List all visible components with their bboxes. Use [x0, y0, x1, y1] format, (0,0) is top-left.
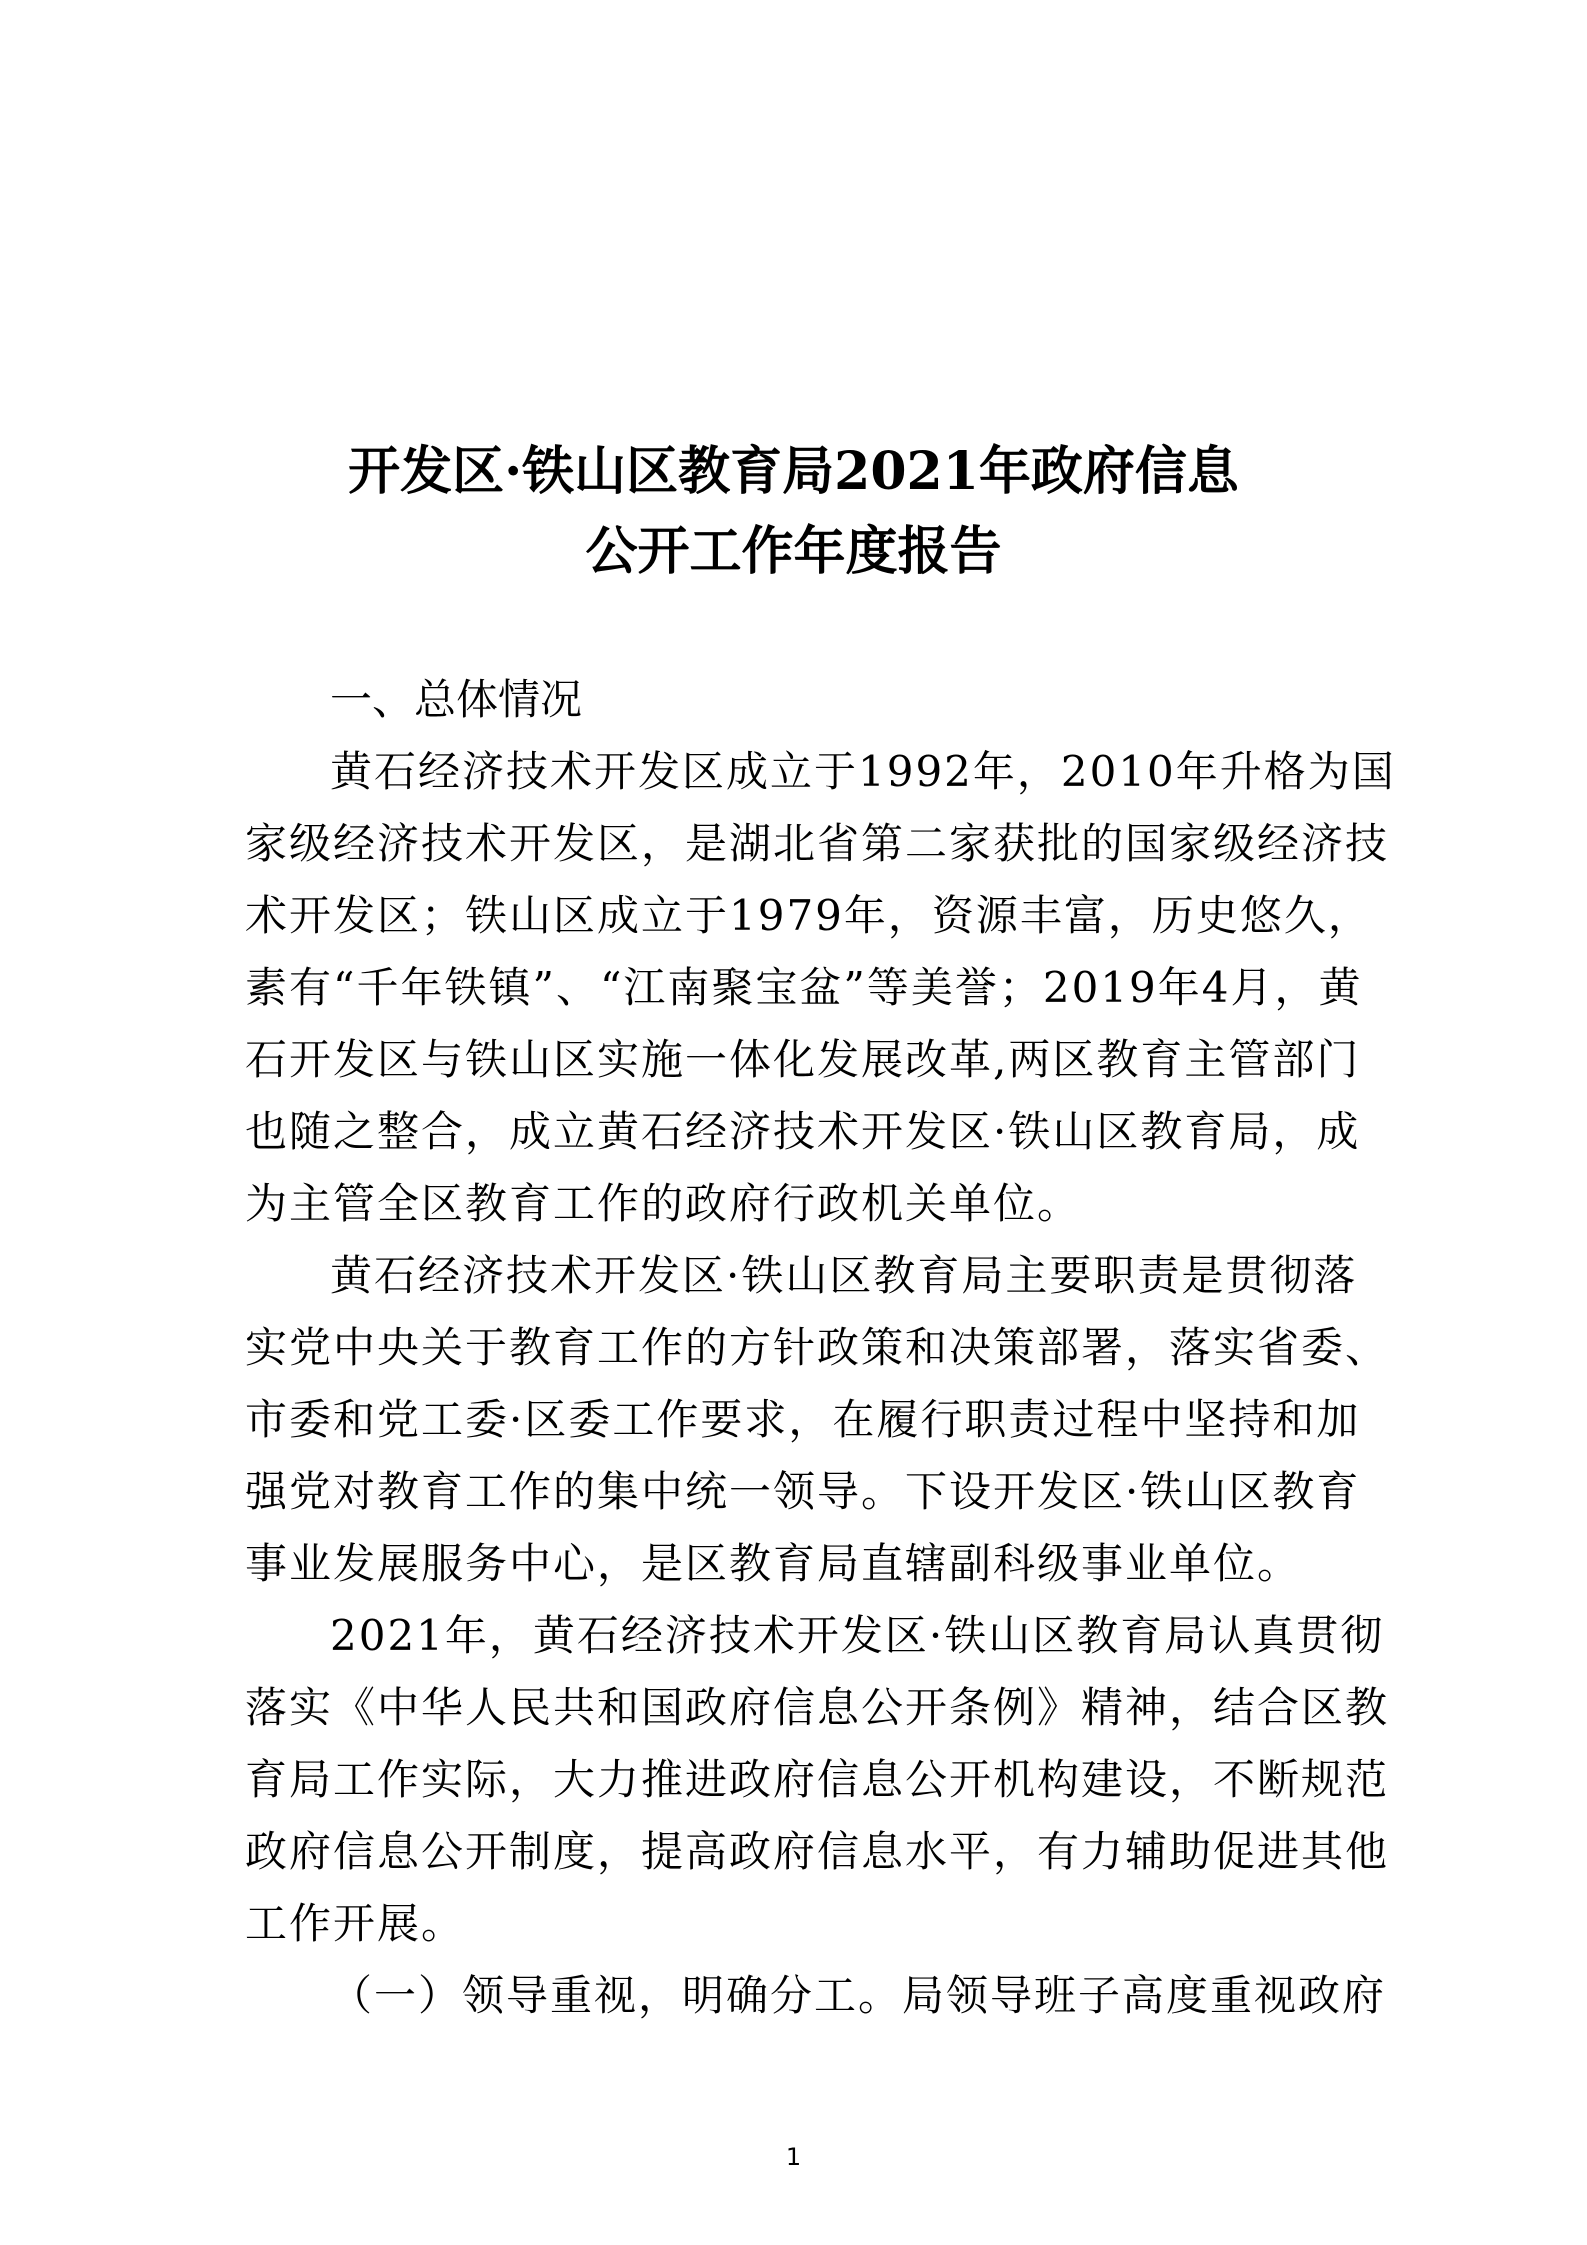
body-text-line: 家级经济技术开发区，是湖北省第二家获批的国家级经济技 — [245, 819, 1390, 868]
body-text-line: 落实《中华人民共和国政府信息公开条例》精神，结合区教 — [245, 1683, 1390, 1732]
body-text-line: 事业发展服务中心，是区教育局直辖副科级事业单位。 — [245, 1539, 1302, 1588]
body-text-line: 育局工作实际，大力推进政府信息公开机构建设，不断规范 — [245, 1755, 1390, 1804]
body-text-line: 市委和党工委·区委工作要求，在履行职责过程中坚持和加 — [245, 1395, 1361, 1444]
body-text-line: 黄石经济技术开发区·铁山区教育局主要职责是贯彻落 — [330, 1251, 1358, 1300]
body-text-line: 政府信息公开制度，提高政府信息水平，有力辅助促进其他 — [245, 1827, 1390, 1876]
body-text-line: 工作开展。 — [245, 1899, 466, 1948]
body-text-line: 素有“千年铁镇”、“江南聚宝盆”等美誉；2019年4月，黄 — [245, 963, 1363, 1012]
body-text-line: 强党对教育工作的集中统一领导。下设开发区·铁山区教育 — [245, 1467, 1361, 1516]
body-text-line: 也随之整合，成立黄石经济技术开发区·铁山区教育局，成 — [245, 1107, 1361, 1156]
body-text-line: 石开发区与铁山区实施一体化发展改革,两区教育主管部门 — [245, 1035, 1361, 1084]
section-heading-overview: 一、总体情况 — [330, 675, 583, 724]
body-text-line: 为主管全区教育工作的政府行政机关单位。 — [245, 1179, 1082, 1228]
body-text-line: 术开发区；铁山区成立于1979年，资源丰富，历史悠久， — [245, 891, 1372, 940]
body-text-line: 黄石经济技术开发区成立于1992年，2010年升格为国 — [330, 747, 1396, 796]
body-text-line: 实党中央关于教育工作的方针政策和决策部署，落实省委、 — [245, 1323, 1390, 1372]
document-title-line-2: 公开工作年度报告 — [585, 521, 1002, 582]
body-text-line: （一）领导重视，明确分工。局领导班子高度重视政府 — [330, 1971, 1387, 2020]
body-text-line: 2021年，黄石经济技术开发区·铁山区教育局认真贯彻 — [330, 1611, 1385, 1660]
document-title-line-1: 开发区·铁山区教育局2021年政府信息 — [348, 441, 1239, 502]
page-number: 1 — [785, 2143, 802, 2171]
